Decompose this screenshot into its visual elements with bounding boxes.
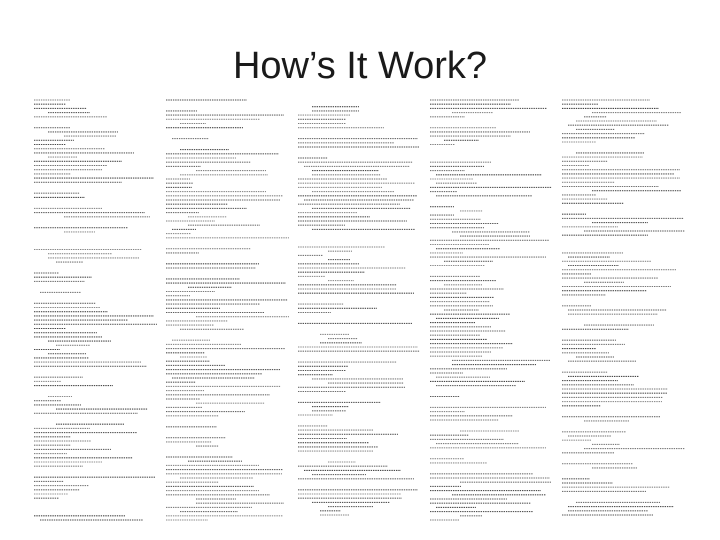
code-column (430, 100, 552, 520)
code-listing-columns (34, 96, 694, 528)
slide-title: How’s It Work? (232, 45, 488, 87)
code-column (298, 107, 420, 515)
code-column (166, 100, 289, 520)
code-column (34, 100, 157, 520)
code-listing-graphic (34, 96, 694, 528)
code-column (562, 100, 685, 515)
